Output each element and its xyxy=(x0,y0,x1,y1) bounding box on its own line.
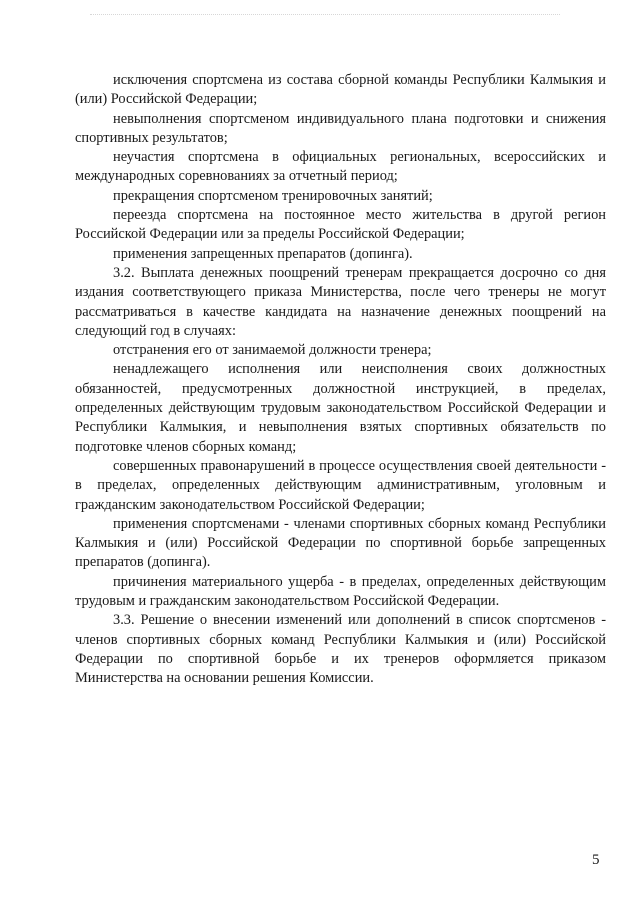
document-body xyxy=(75,71,606,689)
page-number: 5 xyxy=(592,852,600,868)
paragraph-athlete-doping: применения спортсменами - членами спортивных сборных команд Республики Калмыкия и (или) Российской Федерации по спортивной борьбе запрещенных препаратов (допинга). xyxy=(75,515,606,571)
paragraph-non-participation: неучастия спортсмена в официальных региональных, всероссийских и международных соревнованиях за отчетный период; xyxy=(75,149,606,185)
header-scan-marks xyxy=(90,14,560,21)
paragraph-offenses: совершенных правонарушений в процессе осуществления своей деятельности - в пределах, определенных действующим административным, уголовным и гражданским законодательством Российской Федерации; xyxy=(75,457,606,513)
paragraph-coach-removal: отстранения его от занимаемой должности тренера; xyxy=(113,342,432,359)
paragraph-training-stop: прекращения спортсменом тренировочных занятий; xyxy=(113,187,433,204)
paragraph-plan-failure: невыполнения спортсменом индивидуального плана подготовки и снижения спортивных результатов; xyxy=(75,110,606,146)
paragraph-relocation: переезда спортсмена на постоянное место жительства в другой регион Российской Федерации или за пределы Российской Федерации; xyxy=(75,207,606,243)
paragraph-damage: причинения материального ущерба - в пределах, определенных действующим трудовым и гражданским законодательством Российской Федерации. xyxy=(75,573,606,610)
paragraph-doping: применения запрещенных препаратов (допинга). xyxy=(113,245,413,262)
paragraph-section-3-2: 3.2. Выплата денежных поощрений тренерам прекращается досрочно со дня издания соответствующего приказа Министерства, после чего тренеры не могут рассматриваться в качестве кандидата на назначение денежных поощрений на следующий год в случаях: xyxy=(75,264,606,339)
paragraph-exclusion: исключения спортсмена из состава сборной команды Республики Калмыкия и (или) Российской Федерации; xyxy=(75,72,606,108)
paragraph-section-3-3: 3.3. Решение о внесении изменений или дополнений в список спортсменов - членов спортивных сборных команд Республики Калмыкия и (или) Российской Федерации по спортивной борьбе и их тренеров оформляется приказом Министерства на основании решения Комиссии. xyxy=(75,612,606,687)
paragraph-duties-failure: ненадлежащего исполнения или неисполнения своих должностных обязанностей, предусмотренных должностной инструкцией, в пределах, определенных действующим трудовым законодательством Российской Федерации и Республики Калмыкия, и невыполнения взятых спортивных обязательств по подготовке членов сборных команд; xyxy=(75,361,606,455)
